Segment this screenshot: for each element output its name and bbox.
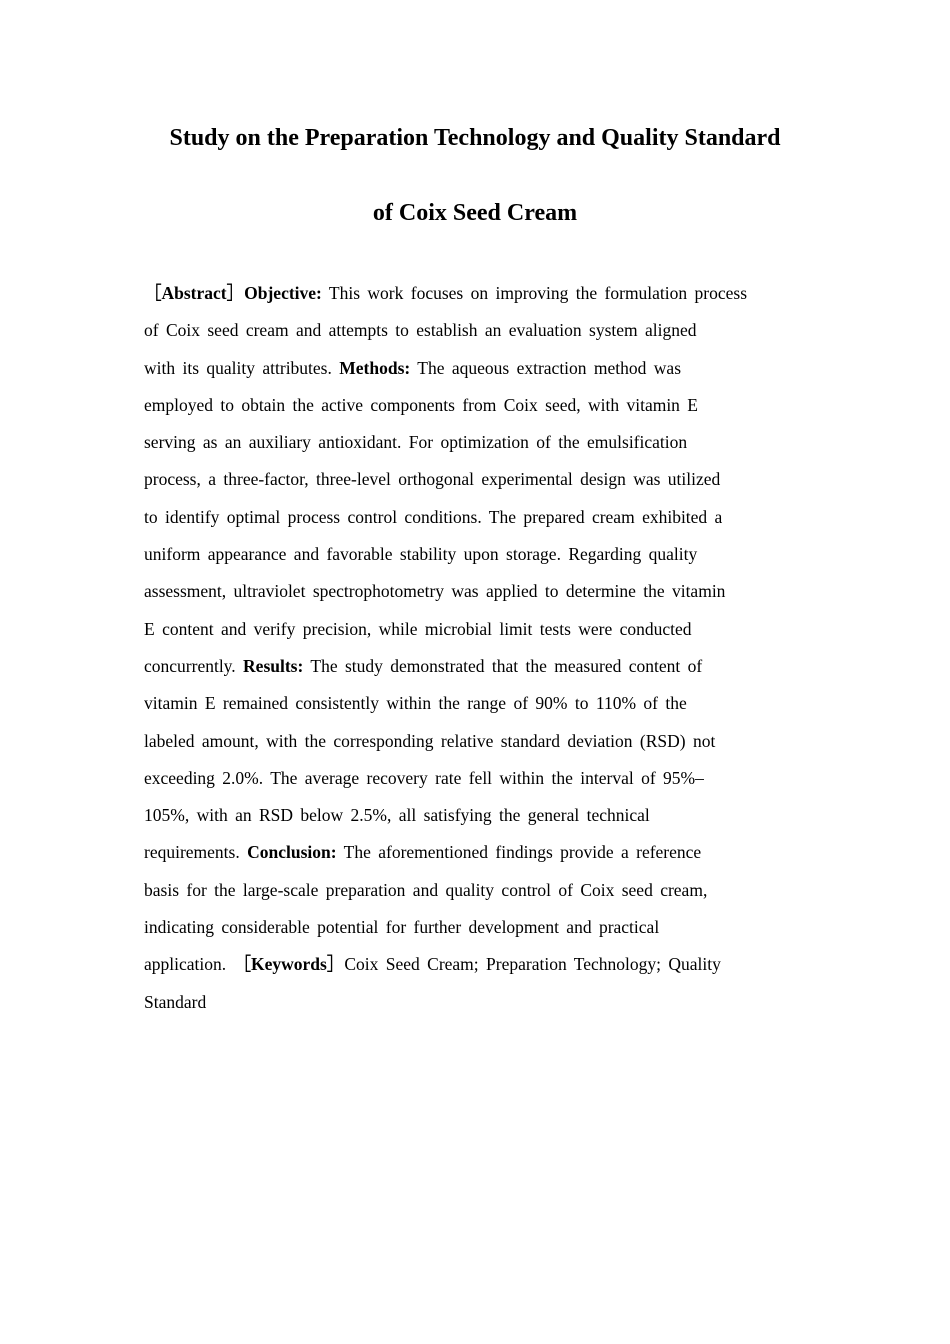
abstract-line (144, 392, 804, 429)
abstract-text: indicating considerable potential for further development and practical (144, 917, 660, 938)
abstract-line (144, 802, 804, 839)
abstract-text: 105%, with an RSD below 2.5%, all satisfying the general technical (144, 805, 650, 826)
abstract-line (144, 355, 804, 392)
abstract-line (144, 429, 804, 466)
abstract-text: application. (144, 954, 234, 975)
results-label: Results: (243, 655, 304, 676)
abstract-text: vitamin E remained consistently within the range of 90% to 110% of the (144, 693, 687, 714)
abstract-line (144, 839, 804, 876)
abstract-text: process, a three-factor, three-level orthogonal experimental design was utilized (144, 469, 721, 490)
abstract-text: concurrently. (144, 655, 244, 676)
abstract-label: ［Abstract］ (144, 283, 245, 303)
abstract-line (144, 616, 804, 653)
abstract-text: labeled amount, with the corresponding relative standard deviation (RSD) not (144, 730, 716, 751)
keywords-text: Coix Seed Cream; Preparation Technology; Quality (344, 954, 721, 975)
abstract-line (144, 951, 804, 988)
abstract-line (144, 989, 804, 1026)
objective-label: Objective: (244, 283, 322, 303)
abstract-text: requirements. (144, 842, 248, 863)
abstract-line (144, 914, 804, 951)
abstract-text: employed to obtain the active components from Coix seed, with vitamin E (144, 394, 699, 415)
abstract-text: of Coix seed cream and attempts to establish an evaluation system aligned (144, 320, 697, 341)
abstract-text: to identify optimal process control conditions. The prepared cream exhibited a (144, 506, 723, 527)
methods-label: Methods: (339, 357, 411, 378)
abstract-line (144, 280, 804, 317)
abstract-section (144, 280, 804, 1026)
abstract-text: The aforementioned findings provide a reference (336, 842, 702, 863)
paper-title-line-1: Study on the Preparation Technology and Quality Standard (169, 125, 781, 151)
abstract-line (144, 728, 804, 765)
abstract-text: The aqueous extraction method was (410, 357, 682, 378)
keywords-label: ［Keywords］ (233, 954, 345, 975)
abstract-line (144, 317, 804, 354)
abstract-text: This work focuses on improving the formulation process (321, 283, 748, 303)
abstract-text: uniform appearance and favorable stability upon storage. Regarding quality (144, 544, 698, 565)
abstract-line (144, 765, 804, 802)
abstract-text: serving as an auxiliary antioxidant. For optimization of the emulsification (144, 432, 688, 453)
paper-title-line-2: of Coix Seed Cream (372, 200, 578, 226)
abstract-line (144, 877, 804, 914)
abstract-text: with its quality attributes. (144, 357, 340, 378)
abstract-line (144, 541, 804, 578)
abstract-line (144, 690, 804, 727)
conclusion-label: Conclusion: (247, 842, 337, 863)
abstract-line (144, 466, 804, 503)
keywords-text: Standard (144, 991, 207, 1012)
abstract-text: The study demonstrated that the measured content of (303, 655, 703, 676)
abstract-text: assessment, ultraviolet spectrophotometry was applied to determine the vitamin (144, 581, 726, 602)
abstract-line (144, 504, 804, 541)
abstract-text: basis for the large-scale preparation and quality control of Coix seed cream, (144, 879, 708, 900)
abstract-text: exceeding 2.0%. The average recovery rate fell within the interval of 95%– (144, 767, 704, 788)
abstract-text: E content and verify precision, while microbial limit tests were conducted (144, 618, 692, 639)
abstract-line (144, 653, 804, 690)
abstract-line (144, 578, 804, 615)
